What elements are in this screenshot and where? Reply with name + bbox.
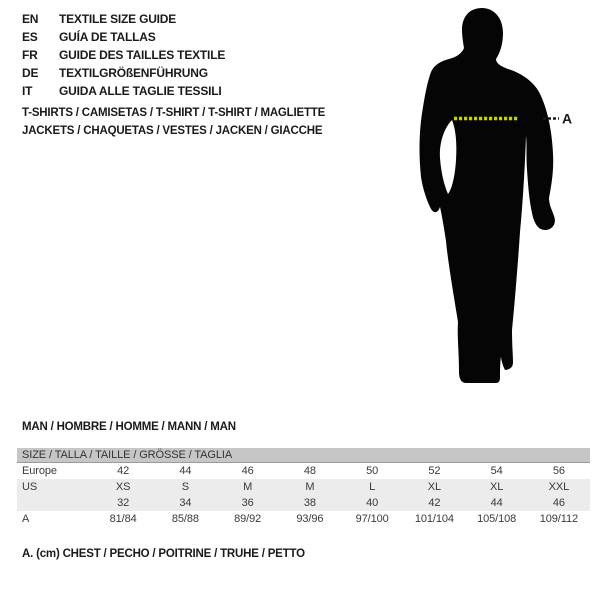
table-cell: 109/112 xyxy=(539,513,578,525)
table-row-us-numeric xyxy=(17,495,590,511)
table-cell: 38 xyxy=(303,497,316,509)
table-cell: 54 xyxy=(490,465,503,477)
table-cell: 81/84 xyxy=(109,513,137,525)
table-cell: 50 xyxy=(366,465,379,477)
table-cell: 101/104 xyxy=(414,513,454,525)
table-cell: L xyxy=(369,481,376,493)
section-title-man: MAN / HOMBRE / HOMME / MANN / MAN xyxy=(22,421,236,433)
language-code: FR xyxy=(22,48,38,62)
language-code: EN xyxy=(22,12,39,26)
table-row-europe xyxy=(17,463,590,479)
size-table-header: SIZE / TALLA / TAILLE / GRÖSSE / TAGLIA xyxy=(17,448,590,463)
table-cell: 105/108 xyxy=(477,513,517,525)
category-tshirts: T-SHIRTS / CAMISETAS / T-SHIRT / T-SHIRT / MAGLIETTE xyxy=(22,107,326,119)
table-row-us xyxy=(17,479,590,495)
language-title: GUIDA ALLE TAGLIE TESSILI xyxy=(59,84,222,98)
row-label: US xyxy=(22,481,38,493)
row-label xyxy=(17,495,92,511)
table-cell: 56 xyxy=(552,465,565,477)
language-title: GUÍA DE TALLAS xyxy=(59,30,156,44)
table-cell: 44 xyxy=(179,465,192,477)
table-cell: 42 xyxy=(117,465,130,477)
table-cell: 46 xyxy=(241,465,254,477)
table-cell: M xyxy=(305,481,315,493)
man-silhouette xyxy=(420,8,555,383)
table-cell: XL xyxy=(489,481,504,493)
table-cell: 40 xyxy=(366,497,379,509)
language-title: TEXTILE SIZE GUIDE xyxy=(59,12,177,26)
category-jackets: JACKETS / CHAQUETAS / VESTES / JACKEN / GIACCHE xyxy=(22,125,323,137)
language-code: ES xyxy=(22,30,38,44)
table-cell: 93/96 xyxy=(296,513,324,525)
table-cell: XL xyxy=(427,481,441,493)
table-cell: 48 xyxy=(303,465,316,477)
language-code: DE xyxy=(22,66,39,80)
table-cell: 85/88 xyxy=(171,513,199,525)
table-cell: 44 xyxy=(490,497,503,509)
measure-footnote: A. (cm) CHEST / PECHO / POITRINE / TRUHE / PETTO xyxy=(22,548,305,560)
table-cell: 32 xyxy=(117,497,130,509)
table-cell: S xyxy=(181,481,189,493)
table-cell: 36 xyxy=(241,497,254,509)
language-title: TEXTILGRÖßENFÜHRUNG xyxy=(59,66,208,80)
table-cell: 34 xyxy=(179,497,192,509)
table-cell: 97/100 xyxy=(355,513,389,525)
table-row-chest-a xyxy=(17,511,590,527)
table-cell: 42 xyxy=(428,497,441,509)
language-code: IT xyxy=(22,84,33,98)
table-cell: 89/92 xyxy=(234,513,262,525)
measure-label-a: A xyxy=(562,110,573,127)
table-cell: 46 xyxy=(552,497,565,509)
table-cell: M xyxy=(243,481,253,493)
language-title: GUIDE DES TAILLES TEXTILE xyxy=(59,48,226,62)
table-cell: XXL xyxy=(548,481,570,493)
table-cell: XS xyxy=(115,481,131,493)
table-cell: 52 xyxy=(428,465,441,477)
row-label: A xyxy=(22,513,30,525)
size-table xyxy=(17,448,590,527)
row-label: Europe xyxy=(22,465,57,477)
